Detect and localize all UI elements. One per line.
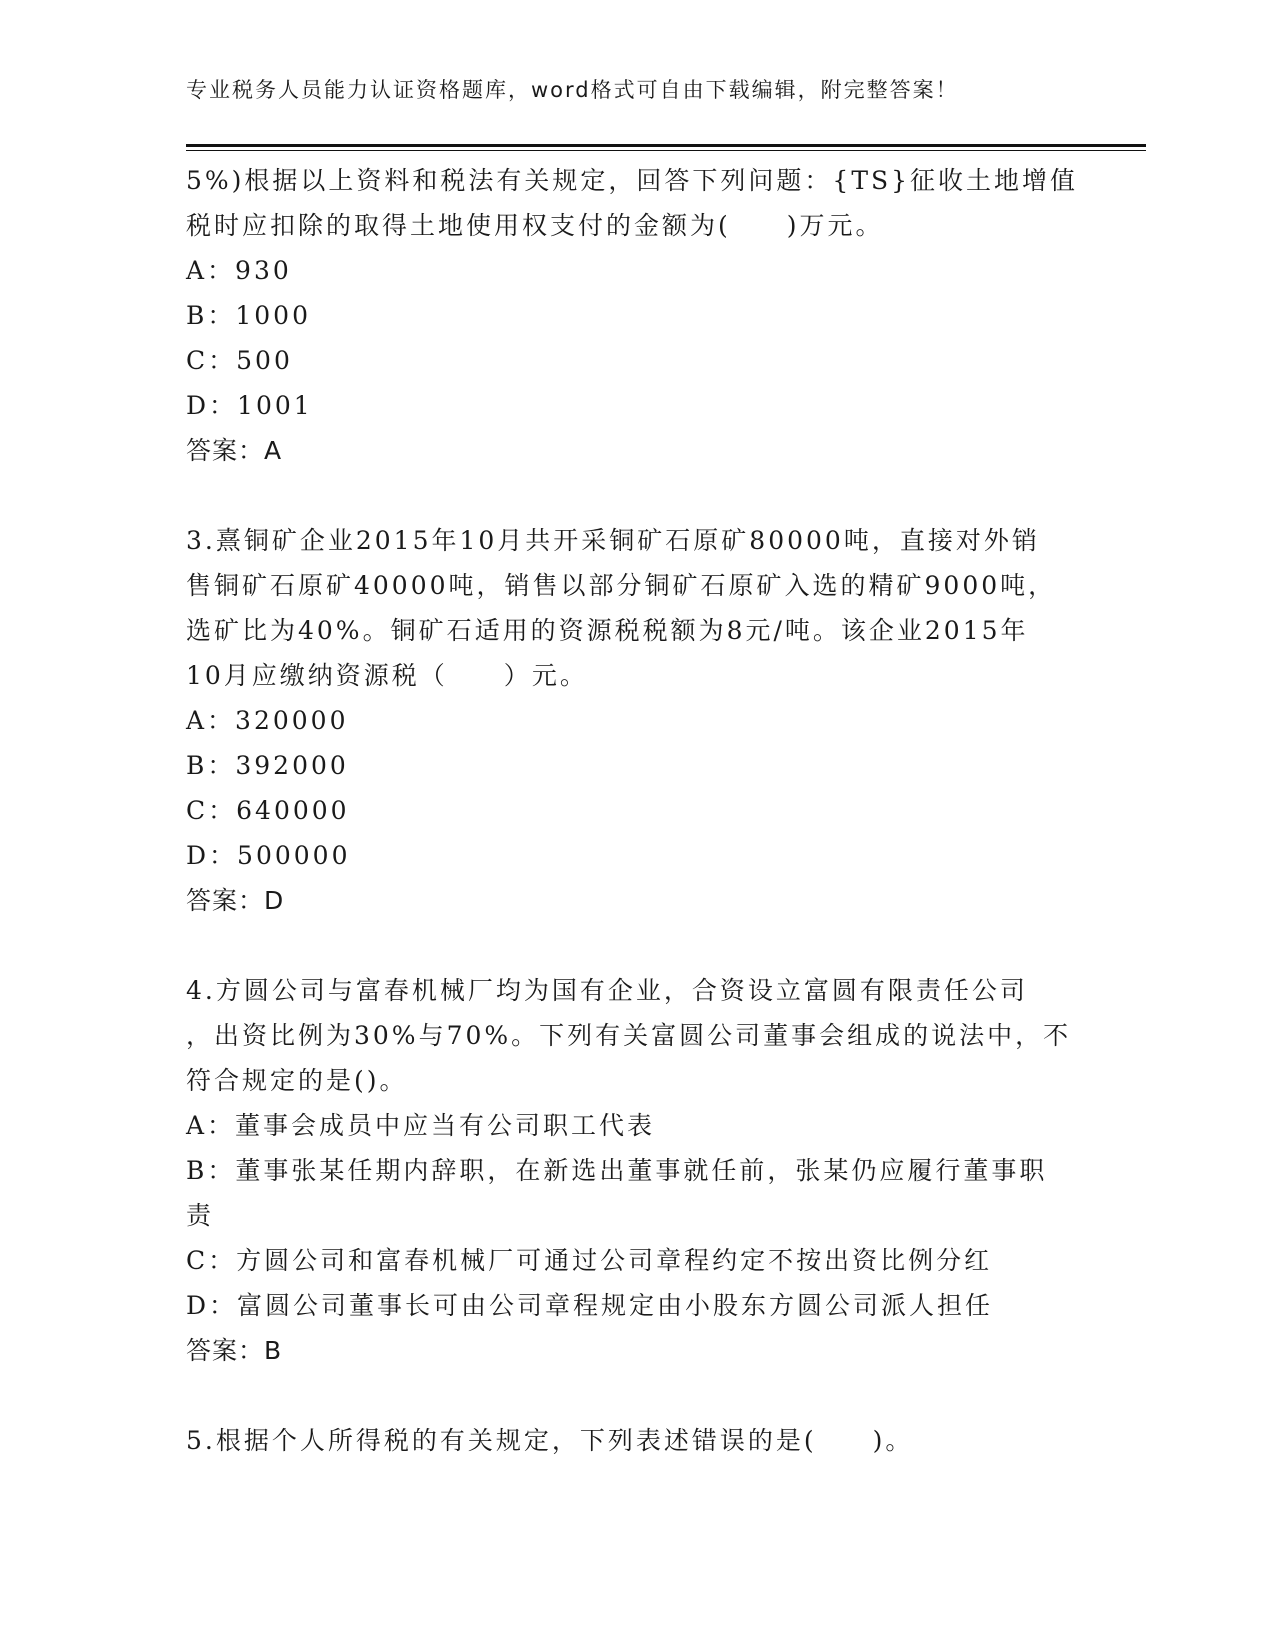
- question-3: [186, 518, 1076, 923]
- option-b: B：1000: [186, 301, 311, 330]
- header-rule-thick: [186, 144, 1146, 147]
- option-d: D：富圆公司董事长可由公司章程规定由小股东方圆公司派人担任: [186, 1291, 994, 1320]
- option-b-continued: 责: [186, 1201, 215, 1230]
- option-d: D：500000: [186, 841, 351, 870]
- question-stem-line: 3.熹铜矿企业2015年10月共开采铜矿石原矿80000吨，直接对外销: [186, 526, 1040, 555]
- header-rule-thin: [186, 150, 1146, 151]
- option-a: A：930: [186, 256, 292, 285]
- question-stem-line: 4.方圆公司与富春机械厂均为国有企业，合资设立富圆有限责任公司: [186, 976, 1028, 1005]
- option-c: C：方圆公司和富春机械厂可通过公司章程约定不按出资比例分红: [186, 1246, 993, 1275]
- question-stem-line: ，出资比例为30%与70%。下列有关富圆公司董事会组成的说法中，不: [186, 1021, 1072, 1050]
- question-stem-line: 5%)根据以上资料和税法有关规定，回答下列问题：{TS}征收土地增值: [186, 166, 1079, 195]
- answer-line: 答案：A: [186, 436, 283, 465]
- question-stem-line: 售铜矿石原矿40000吨，销售以部分铜矿石原矿入选的精矿9000吨，: [186, 571, 1057, 600]
- question-stem-line: 选矿比为40%。铜矿石适用的资源税税额为8元/吨。该企业2015年: [186, 616, 1029, 645]
- page-header: 专业税务人员能力认证资格题库，word格式可自由下载编辑，附完整答案！: [186, 78, 959, 102]
- option-c: C：640000: [186, 796, 350, 825]
- option-a: A：320000: [186, 706, 349, 735]
- answer-line: 答案：B: [186, 1336, 283, 1365]
- option-c: C：500: [186, 346, 293, 375]
- question-5: [186, 1418, 1076, 1463]
- question-stem-line: 符合规定的是()。: [186, 1066, 408, 1095]
- question-stem-line: 10月应缴纳资源税（ ）元。: [186, 661, 588, 690]
- option-d: D：1001: [186, 391, 313, 420]
- option-b: B：董事张某任期内辞职，在新选出董事就任前，张某仍应履行董事职: [186, 1156, 1048, 1185]
- question-2: [186, 158, 1079, 473]
- question-stem-line: 税时应扣除的取得土地使用权支付的金额为( )万元。: [186, 211, 884, 240]
- option-a: A：董事会成员中应当有公司职工代表: [186, 1111, 656, 1140]
- question-4: [186, 968, 1076, 1373]
- answer-line: 答案：D: [186, 886, 285, 915]
- option-b: B：392000: [186, 751, 349, 780]
- question-content: [186, 158, 1079, 1463]
- question-stem-line: 5.根据个人所得税的有关规定，下列表述错误的是( )。: [186, 1426, 914, 1455]
